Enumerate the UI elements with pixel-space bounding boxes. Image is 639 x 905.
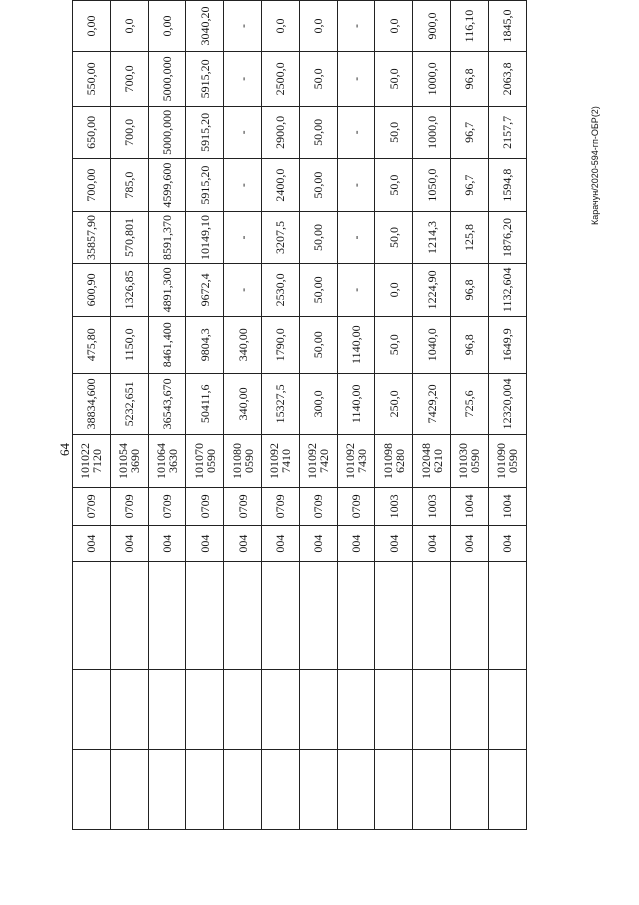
empty-cell [110,750,148,830]
value-cell: 50,00 [299,159,337,212]
value-cell: 2900,0 [261,106,299,159]
value-cell: 900,0 [413,1,451,52]
value-cell: 475,80 [73,316,111,373]
value-cell: 8461,400 [148,316,186,373]
value-cell: 1000,0 [413,52,451,106]
empty-cell [488,669,526,749]
section-code-cell: 1003 [375,488,413,526]
value-cell: 1649,9 [488,316,526,373]
org-code-cell: 004 [488,525,526,562]
target-code-part: 101064 [153,443,168,479]
value-cell: - [337,212,375,264]
empty-cell [450,750,488,830]
value-cell: 50,0 [299,52,337,106]
empty-cell [110,669,148,749]
section-code-cell: 1004 [450,488,488,526]
value-cell: 1845,0 [488,1,526,52]
value-cell: 5000,000 [148,52,186,106]
empty-cell [73,669,111,749]
page-number: 64 [57,443,72,456]
empty-cell [299,562,337,670]
value-cell: 250,0 [375,373,413,434]
value-cell: 0,00 [148,1,186,52]
table-row [73,1,111,830]
org-code-cell: 004 [186,525,224,562]
target-code-part: 0590 [468,449,483,473]
section-code-cell: 1004 [488,488,526,526]
section-code-cell: 0709 [73,488,111,526]
value-cell: 785,0 [110,159,148,212]
value-cell: 2530,0 [261,263,299,316]
value-cell: 50,0 [375,212,413,264]
org-code-cell: 004 [375,525,413,562]
value-cell: 5915,20 [186,52,224,106]
value-cell: - [337,159,375,212]
value-cell: - [224,106,262,159]
target-code-part: 7120 [90,449,105,473]
value-cell: 1214,3 [413,212,451,264]
value-cell: 1594,8 [488,159,526,212]
value-cell: 1140,00 [337,316,375,373]
value-cell: - [337,106,375,159]
value-cell: 0,0 [375,1,413,52]
target-code-cell [186,434,224,487]
target-code-part: 101092 [305,443,320,479]
target-code-part: 101054 [116,443,131,479]
value-cell: 1876,20 [488,212,526,264]
target-code-part: 0590 [203,449,218,473]
value-cell: 5000,000 [148,106,186,159]
value-cell: 38834,600 [73,373,111,434]
value-cell: 36543,670 [148,373,186,434]
value-cell: 1040,0 [413,316,451,373]
value-cell: 35857,90 [73,212,111,264]
value-cell: 1050,0 [413,159,451,212]
value-cell: 700,0 [110,52,148,106]
value-cell: - [224,52,262,106]
empty-cell [450,562,488,670]
empty-cell [413,562,451,670]
table-row [110,1,148,830]
org-code-cell: 004 [261,525,299,562]
value-cell: 340,00 [224,316,262,373]
value-cell: 96,7 [450,159,488,212]
target-code-cell [375,434,413,487]
target-code-part: 7420 [317,449,332,473]
empty-cell [224,562,262,670]
section-code-cell: 0709 [110,488,148,526]
value-cell: 700,0 [110,106,148,159]
value-cell: 1224,90 [413,263,451,316]
target-code-cell [73,434,111,487]
value-cell: 50,00 [299,316,337,373]
target-code-part: 101098 [380,443,395,479]
value-cell: 1326,85 [110,263,148,316]
table-row [413,1,451,830]
value-cell: 2500,0 [261,52,299,106]
value-cell: - [224,159,262,212]
target-code-part: 3630 [165,449,180,473]
target-code-part: 101022 [78,443,93,479]
target-code-cell [224,434,262,487]
value-cell: 2063,8 [488,52,526,106]
org-code-cell: 004 [299,525,337,562]
table-row [224,1,262,830]
value-cell: 700,00 [73,159,111,212]
value-cell: 570,801 [110,212,148,264]
value-cell: 0,0 [110,1,148,52]
org-code-cell: 004 [73,525,111,562]
value-cell: 5232,651 [110,373,148,434]
target-code-cell [337,434,375,487]
value-cell: 15327,5 [261,373,299,434]
value-cell: 0,0 [375,263,413,316]
empty-cell [337,562,375,670]
empty-cell [413,669,451,749]
table-row [186,1,224,830]
section-code-cell: 0709 [148,488,186,526]
target-code-cell [488,434,526,487]
section-code-cell: 0709 [261,488,299,526]
value-cell: 0,0 [261,1,299,52]
target-code-part: 101030 [456,443,471,479]
target-code-part: 101092 [342,443,357,479]
value-cell: 600,90 [73,263,111,316]
value-cell: - [224,212,262,264]
value-cell: - [337,52,375,106]
value-cell: 50,00 [299,106,337,159]
value-cell: 12320,004 [488,373,526,434]
value-cell: 125,8 [450,212,488,264]
value-cell: 50,00 [299,263,337,316]
target-code-part: 3690 [128,449,143,473]
value-cell: 650,00 [73,106,111,159]
empty-cell [186,562,224,670]
value-cell: - [337,1,375,52]
table-row [375,1,413,830]
empty-cell [375,562,413,670]
budget-table [72,0,527,830]
section-code-cell: 1003 [413,488,451,526]
value-cell: 50,00 [299,212,337,264]
value-cell: 2157,7 [488,106,526,159]
value-cell: 9804,3 [186,316,224,373]
value-cell: 725,6 [450,373,488,434]
value-cell: 0,0 [299,1,337,52]
target-code-part: 101080 [229,443,244,479]
target-code-part: 7430 [354,449,369,473]
section-code-cell: 0709 [186,488,224,526]
value-cell: 50,0 [375,106,413,159]
section-code-cell: 0709 [224,488,262,526]
target-code-part: 0590 [506,449,521,473]
value-cell: 1000,0 [413,106,451,159]
empty-cell [186,750,224,830]
value-cell: 96,8 [450,52,488,106]
value-cell: - [224,1,262,52]
value-cell: 1790,0 [261,316,299,373]
value-cell: 4599,600 [148,159,186,212]
table-row [450,1,488,830]
value-cell: 5915,20 [186,159,224,212]
empty-cell [375,750,413,830]
org-code-cell: 004 [224,525,262,562]
value-cell: 0,00 [73,1,111,52]
target-code-part: 101070 [191,443,206,479]
empty-cell [413,750,451,830]
document-code: Карачун/2020-594-гп-ОБР(2) [590,106,600,225]
value-cell: 96,8 [450,316,488,373]
org-code-cell: 004 [337,525,375,562]
org-code-cell: 004 [148,525,186,562]
empty-cell [261,562,299,670]
empty-cell [488,750,526,830]
value-cell: 116,10 [450,1,488,52]
value-cell: 5915,20 [186,106,224,159]
section-code-cell: 0709 [337,488,375,526]
value-cell: 550,00 [73,52,111,106]
target-code-part: 6210 [430,449,445,473]
value-cell: - [337,263,375,316]
value-cell: 3207,5 [261,212,299,264]
table-row [337,1,375,830]
value-cell: 50,0 [375,159,413,212]
value-cell: 1150,0 [110,316,148,373]
org-code-cell: 004 [110,525,148,562]
table-body [73,1,527,830]
table-row [148,1,186,830]
target-code-part: 6280 [392,449,407,473]
value-cell: 9672,4 [186,263,224,316]
value-cell: 1132,604 [488,263,526,316]
target-code-part: 101090 [494,443,509,479]
empty-cell [186,669,224,749]
value-cell: 2400,0 [261,159,299,212]
target-code-part: 7410 [279,449,294,473]
target-code-part: 101092 [267,443,282,479]
value-cell: 1140,00 [337,373,375,434]
empty-cell [148,750,186,830]
empty-cell [261,750,299,830]
empty-cell [450,669,488,749]
empty-cell [337,669,375,749]
empty-cell [148,669,186,749]
empty-cell [110,562,148,670]
target-code-cell [148,434,186,487]
table-row [488,1,526,830]
empty-cell [337,750,375,830]
empty-cell [299,669,337,749]
target-code-cell [413,434,451,487]
target-code-cell [261,434,299,487]
empty-cell [73,750,111,830]
empty-cell [224,750,262,830]
value-cell: - [224,263,262,316]
value-cell: 3040,20 [186,1,224,52]
org-code-cell: 004 [413,525,451,562]
value-cell: 8591,370 [148,212,186,264]
table-row [261,1,299,830]
target-code-cell [299,434,337,487]
value-cell: 300,0 [299,373,337,434]
value-cell: 10149,10 [186,212,224,264]
value-cell: 50411,6 [186,373,224,434]
empty-cell [224,669,262,749]
value-cell: 340,00 [224,373,262,434]
value-cell: 7429,20 [413,373,451,434]
empty-cell [488,562,526,670]
value-cell: 96,7 [450,106,488,159]
value-cell: 96,8 [450,263,488,316]
empty-cell [261,669,299,749]
empty-cell [375,669,413,749]
value-cell: 50,0 [375,316,413,373]
target-code-part: 0590 [241,449,256,473]
empty-cell [73,562,111,670]
target-code-part: 102048 [418,443,433,479]
empty-cell [299,750,337,830]
org-code-cell: 004 [450,525,488,562]
value-cell: 50,0 [375,52,413,106]
target-code-cell [110,434,148,487]
section-code-cell: 0709 [299,488,337,526]
table-row [299,1,337,830]
value-cell: 4891,300 [148,263,186,316]
empty-cell [148,562,186,670]
target-code-cell [450,434,488,487]
